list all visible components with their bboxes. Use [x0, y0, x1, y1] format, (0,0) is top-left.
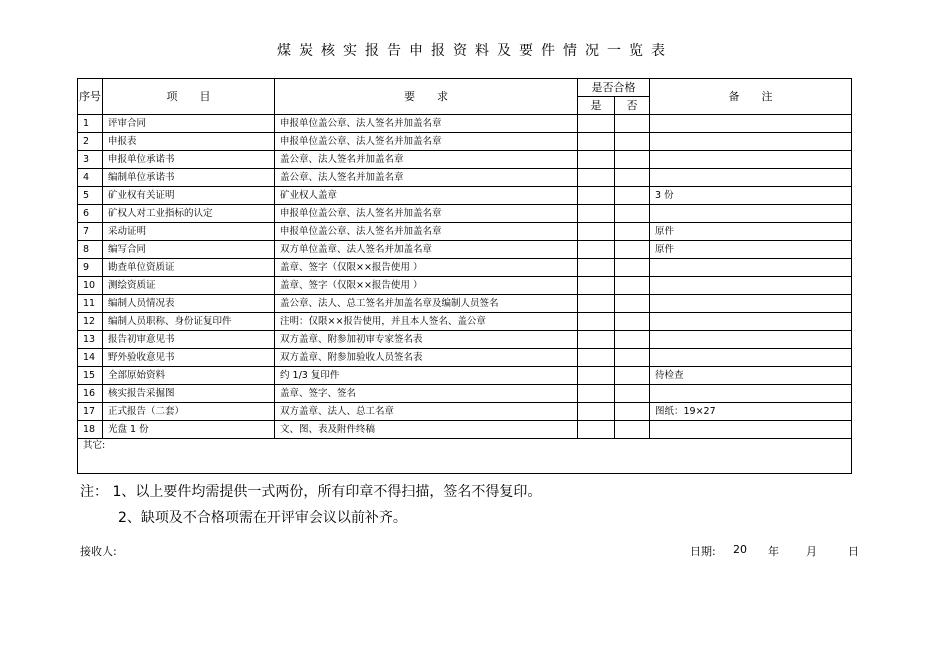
row-item: 申报单位承诺书	[103, 151, 275, 169]
row-item: 正式报告（二套）	[103, 403, 275, 421]
row-requirement: 双方盖章、法人、总工名章	[275, 403, 578, 421]
table-row	[78, 295, 852, 313]
note-line-1: 注： 1、以上要件均需提供一式两份，所有印章不得扫描，签名不得复印。	[80, 484, 542, 500]
row-yes-cell	[578, 421, 615, 439]
row-no: 5	[78, 187, 103, 205]
table-row	[78, 133, 852, 151]
row-requirement: 盖章、签字（仅限××报告使用 ）	[275, 259, 578, 277]
date-year: 年	[768, 545, 779, 558]
header-remark: 备 注	[650, 79, 852, 115]
row-no: 9	[78, 259, 103, 277]
row-yes-cell	[578, 349, 615, 367]
row-item: 申报表	[103, 133, 275, 151]
table-row	[78, 349, 852, 367]
date-year-prefix: 20	[733, 543, 747, 556]
row-no: 14	[78, 349, 103, 367]
row-remark: 原件	[650, 223, 852, 241]
row-no: 7	[78, 223, 103, 241]
row-requirement: 双方单位盖章、法人签名并加盖名章	[275, 241, 578, 259]
row-no: 13	[78, 331, 103, 349]
row-no-cell	[615, 223, 650, 241]
row-item: 野外验收意见书	[103, 349, 275, 367]
row-no-cell	[615, 259, 650, 277]
row-yes-cell	[578, 385, 615, 403]
note-line-2: 2、缺项及不合格项需在开评审会议以前补齐。	[118, 510, 407, 526]
row-remark	[650, 277, 852, 295]
row-yes-cell	[578, 259, 615, 277]
row-no-cell	[615, 313, 650, 331]
header-no-label: 否	[615, 97, 650, 115]
table-row	[78, 277, 852, 295]
row-yes-cell	[578, 205, 615, 223]
row-remark	[650, 115, 852, 133]
row-item: 评审合同	[103, 115, 275, 133]
row-requirement: 盖公章、法人签名并加盖名章	[275, 169, 578, 187]
row-yes-cell	[578, 241, 615, 259]
row-no-cell	[615, 403, 650, 421]
header-qualified: 是否合格	[578, 79, 650, 97]
header-item: 项 目	[103, 79, 275, 115]
row-remark	[650, 205, 852, 223]
row-item: 核实报告采掘图	[103, 385, 275, 403]
row-requirement: 矿业权人盖章	[275, 187, 578, 205]
row-yes-cell	[578, 223, 615, 241]
table-body	[78, 79, 852, 474]
row-requirement: 盖公章、法人签名并加盖名章	[275, 151, 578, 169]
row-item: 矿权人对工业指标的认定	[103, 205, 275, 223]
row-yes-cell	[578, 115, 615, 133]
row-no-cell	[615, 187, 650, 205]
row-no: 17	[78, 403, 103, 421]
row-requirement: 申报单位盖公章、法人签名并加盖名章	[275, 205, 578, 223]
row-item: 勘查单位资质证	[103, 259, 275, 277]
row-no: 3	[78, 151, 103, 169]
table-row	[78, 403, 852, 421]
row-remark	[650, 295, 852, 313]
row-remark	[650, 313, 852, 331]
row-yes-cell	[578, 403, 615, 421]
row-no: 15	[78, 367, 103, 385]
row-no: 10	[78, 277, 103, 295]
row-item: 测绘资质证	[103, 277, 275, 295]
row-no: 8	[78, 241, 103, 259]
row-no-cell	[615, 349, 650, 367]
row-no-cell	[615, 115, 650, 133]
row-no-cell	[615, 367, 650, 385]
header-requirement: 要 求	[275, 79, 578, 115]
row-no-cell	[615, 151, 650, 169]
other-label: 其它:	[78, 439, 852, 474]
row-no: 2	[78, 133, 103, 151]
row-yes-cell	[578, 295, 615, 313]
row-yes-cell	[578, 169, 615, 187]
header-no: 序号	[78, 79, 103, 115]
row-requirement: 双方盖章、附参加验收人员签名表	[275, 349, 578, 367]
table-row	[78, 259, 852, 277]
row-requirement: 文、图、表及附件终稿	[275, 421, 578, 439]
row-no: 6	[78, 205, 103, 223]
row-requirement: 申报单位盖公章、法人签名并加盖名章	[275, 133, 578, 151]
table-row	[78, 313, 852, 331]
table-row	[78, 205, 852, 223]
row-no-cell	[615, 205, 650, 223]
row-remark	[650, 151, 852, 169]
row-no-cell	[615, 277, 650, 295]
row-no-cell	[615, 421, 650, 439]
row-no: 12	[78, 313, 103, 331]
row-remark: 待检查	[650, 367, 852, 385]
row-remark	[650, 421, 852, 439]
row-remark	[650, 259, 852, 277]
row-remark	[650, 385, 852, 403]
row-requirement: 注明：仅限××报告使用，并且本人签名、盖公章	[275, 313, 578, 331]
row-item: 光盘 1 份	[103, 421, 275, 439]
table-row	[78, 151, 852, 169]
row-requirement: 盖章、签字、签名	[275, 385, 578, 403]
materials-table	[77, 78, 852, 474]
table-row	[78, 223, 852, 241]
date-day: 日	[848, 545, 859, 558]
row-item: 报告初审意见书	[103, 331, 275, 349]
receiver-label: 接收人:	[80, 545, 117, 558]
row-yes-cell	[578, 367, 615, 385]
row-no: 4	[78, 169, 103, 187]
row-requirement: 双方盖章、附参加初审专家签名表	[275, 331, 578, 349]
row-yes-cell	[578, 133, 615, 151]
row-requirement: 盖公章、法人、总工签名并加盖名章及编制人员签名	[275, 295, 578, 313]
row-item: 全部原始资料	[103, 367, 275, 385]
table-row	[78, 331, 852, 349]
row-no-cell	[615, 331, 650, 349]
row-yes-cell	[578, 331, 615, 349]
row-requirement: 盖章、签字（仅限××报告使用 ）	[275, 277, 578, 295]
row-item: 编写合同	[103, 241, 275, 259]
table-row	[78, 385, 852, 403]
row-remark: 原件	[650, 241, 852, 259]
row-requirement: 申报单位盖公章、法人签名并加盖名章	[275, 115, 578, 133]
row-remark: 图纸：19×27	[650, 403, 852, 421]
header-yes: 是	[578, 97, 615, 115]
row-requirement: 申报单位盖公章、法人签名并加盖名章	[275, 223, 578, 241]
row-no: 11	[78, 295, 103, 313]
row-no-cell	[615, 133, 650, 151]
row-no-cell	[615, 169, 650, 187]
row-no: 18	[78, 421, 103, 439]
row-yes-cell	[578, 187, 615, 205]
row-item: 采动证明	[103, 223, 275, 241]
row-remark	[650, 133, 852, 151]
row-no: 16	[78, 385, 103, 403]
table-row	[78, 367, 852, 385]
table-row	[78, 421, 852, 439]
table-row	[78, 115, 852, 133]
row-no: 1	[78, 115, 103, 133]
row-no-cell	[615, 241, 650, 259]
row-yes-cell	[578, 277, 615, 295]
document-title: 煤炭核实报告申报资料及要件情况一览表	[277, 43, 673, 59]
row-requirement: 约 1/3 复印件	[275, 367, 578, 385]
table-row	[78, 187, 852, 205]
row-no-cell	[615, 295, 650, 313]
date-label: 日期:	[690, 545, 716, 558]
other-row	[78, 439, 852, 474]
header-row	[78, 79, 852, 97]
row-item: 编制人员情况表	[103, 295, 275, 313]
table-row	[78, 241, 852, 259]
row-item: 编制单位承诺书	[103, 169, 275, 187]
row-item: 编制人员职称、身份证复印件	[103, 313, 275, 331]
row-remark	[650, 169, 852, 187]
table-row	[78, 169, 852, 187]
row-no-cell	[615, 385, 650, 403]
row-yes-cell	[578, 151, 615, 169]
row-remark	[650, 331, 852, 349]
row-yes-cell	[578, 313, 615, 331]
row-remark: 3 份	[650, 187, 852, 205]
row-remark	[650, 349, 852, 367]
row-item: 矿业权有关证明	[103, 187, 275, 205]
date-month: 月	[806, 545, 817, 558]
